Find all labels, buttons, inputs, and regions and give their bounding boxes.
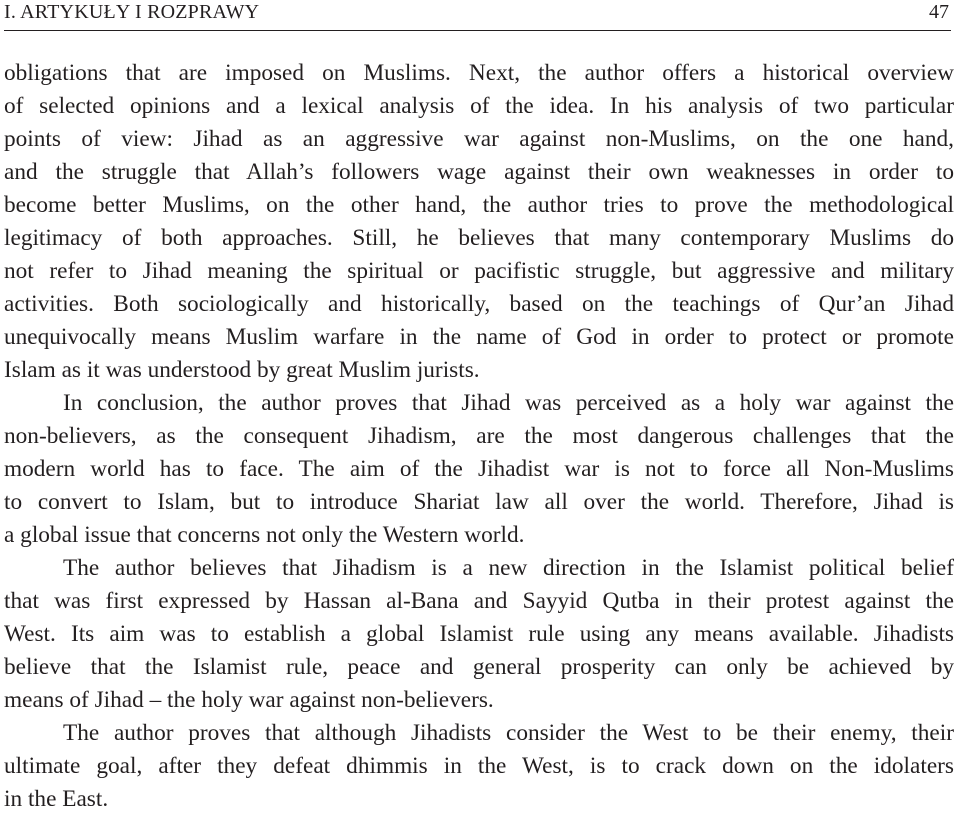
running-head [4,0,951,31]
page-number: 47 [929,1,949,23]
text-line: means of Jihad – the holy war against non-believers. [4,687,494,713]
text-line: points of view: Jihad as an aggressive war against non-Muslims, on the one hand, [4,126,954,152]
text-line: The author proves that although Jihadists consider the West to be their enemy, their [63,720,954,746]
text-line: In conclusion, the author proves that Jihad was perceived as a holy war against the [63,390,954,416]
paragraph-3 [4,552,954,717]
text-line: West. Its aim was to establish a global Islamist rule using any means available. Jihadists [4,621,954,647]
paragraph-2 [4,387,954,552]
text-line: The author believes that Jihadism is a new direction in the Islamist political belief [63,555,954,581]
text-line: that was first expressed by Hassan al-Bana and Sayyid Qutba in their protest against the [4,588,954,614]
paragraph-1 [4,57,954,387]
text-line: legitimacy of both approaches. Still, he believes that many contemporary Muslims do [4,225,954,251]
text-line: and the struggle that Allah’s followers wage against their own weaknesses in order to [4,159,954,185]
text-line: become better Muslims, on the other hand, the author tries to prove the methodological [4,192,954,218]
text-line: believe that the Islamist rule, peace and general prosperity can only be achieved by [4,654,954,680]
text-line: obligations that are imposed on Muslims. Next, the author offers a historical overview [4,60,954,86]
body-text [4,57,954,816]
text-line: non-believers, as the consequent Jihadism, are the most dangerous challenges that the [4,423,954,449]
text-line: not refer to Jihad meaning the spiritual or pacifistic struggle, but aggressive and military [4,258,954,284]
text-line: unequivocally means Muslim warfare in the name of God in order to protect or promote [4,324,954,350]
section-title: I. ARTYKUŁY I ROZPRAWY [4,1,260,23]
paragraph-4 [4,717,954,816]
text-line: modern world has to face. The aim of the Jihadist war is not to force all Non-Muslims [4,456,954,482]
text-line: in the East. [4,786,109,812]
text-line: activities. Both sociologically and historically, based on the teachings of Qur’an Jihad [4,291,954,317]
text-line: Islam as it was understood by great Muslim jurists. [4,357,480,383]
text-line: of selected opinions and a lexical analysis of the idea. In his analysis of two particular [4,93,954,119]
text-line: a global issue that concerns not only the Western world. [4,522,525,548]
text-line: to convert to Islam, but to introduce Shariat law all over the world. Therefore, Jihad is [4,489,954,515]
text-line: ultimate goal, after they defeat dhimmis in the West, is to crack down on the idolaters [4,753,954,779]
